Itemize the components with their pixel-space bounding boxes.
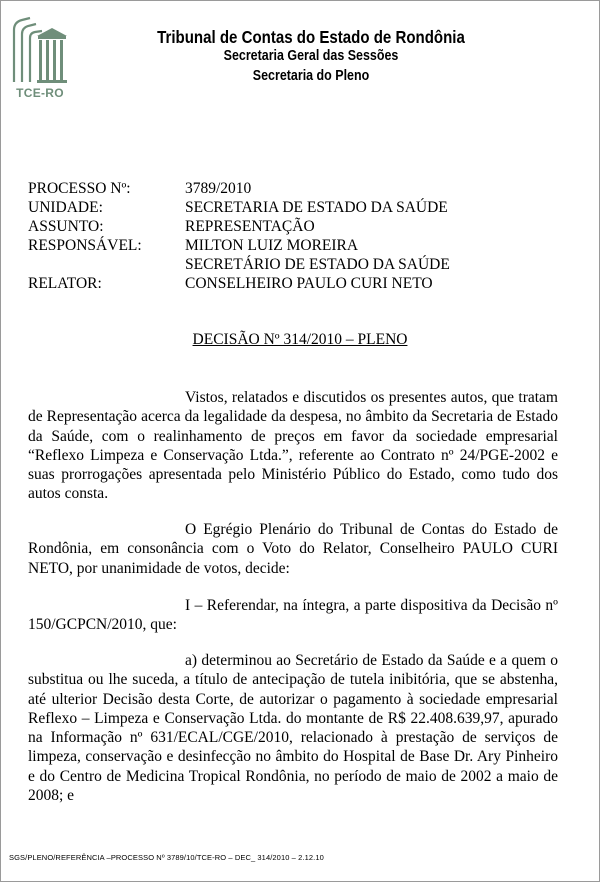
processo-value: 3789/2010 — [185, 180, 252, 197]
relator-value: CONSELHEIRO PAULO CURI NETO — [185, 275, 433, 292]
org-title: Tribunal de Contas do Estado de Rondônia — [157, 27, 465, 47]
relator-label: RELATOR: — [28, 275, 102, 292]
assunto-value: REPRESENTAÇÃO — [185, 218, 315, 235]
decision-title-text: DECISÃO Nº 314/2010 – PLENO — [192, 331, 408, 348]
department-title: Secretaria Geral das Sessões — [223, 48, 399, 64]
page-footer: SGS/PLENO/REFERÊNCIA –PROCESSO Nº 3789/10/TCE-RO – DEC_ 314/2010 – 2.12.10 — [9, 853, 324, 862]
paragraph-determinou: a) determinou ao Secretário de Estado da Saúde e a quem o substitua ou lhe suceda, a título de antecipação de tutela inibitória, que se abstenha, até ulterior Decisão desta Corte, de autorizar o pagamento à sociedade empresarial Reflexo – Limpeza e Conservação Ltda. do montante de R$ 22.408.639,97, apurado na Informação nº 631/ECAL/CGE/2010, relacionado à prestação de serviços de limpeza, conservação e desinfecção no âmbito do Hospital de Base Dr. Ary Pinheiro e do Centro de Medicina Tropical Rondônia, no período de maio de 2002 a maio de 2008; e — [28, 652, 558, 805]
unidade-label: UNIDADE: — [28, 199, 103, 216]
section-title: Secretaria do Pleno — [252, 68, 370, 84]
responsavel-label: RESPONSÁVEL: — [28, 237, 142, 254]
tce-ro-logo-icon — [10, 16, 70, 84]
paragraph-vistos: Vistos, relatados e discutidos os presentes autos, que tratam de Representação acerca da legalidade da despesa, no âmbito da Secretaria de Estado da Saúde, com o realinhamento de preços em favor da sociedade empresarial “Reflexo Limpeza e Conservação Ltda.”, referente ao Contrato nº 24/PGE-2002 e suas prorrogações apresentada pelo Ministério Público do Estado, como tudo dos autos consta. — [28, 389, 558, 503]
unidade-value: SECRETARIA DE ESTADO DA SAÚDE — [185, 199, 448, 216]
processo-label: PROCESSO Nº: — [28, 180, 131, 197]
logo-text: TCE-RO — [16, 86, 64, 100]
decision-title — [1, 331, 599, 349]
assunto-label: ASSUNTO: — [28, 218, 104, 235]
responsavel-cargo: SECRETÁRIO DE ESTADO DA SAÚDE — [185, 256, 450, 273]
paragraph-plenario: O Egrégio Plenário do Tribunal de Contas do Estado de Rondônia, em consonância com o Voto do Relator, Conselheiro PAULO CURI NETO, por unanimidade de votos, decide: — [28, 521, 558, 577]
paragraph-referendar: I – Referendar, na íntegra, a parte dispositiva da Decisão nº 150/GCPCN/2010, que: — [28, 597, 558, 634]
responsavel-value: MILTON LUIZ MOREIRA — [185, 237, 359, 254]
